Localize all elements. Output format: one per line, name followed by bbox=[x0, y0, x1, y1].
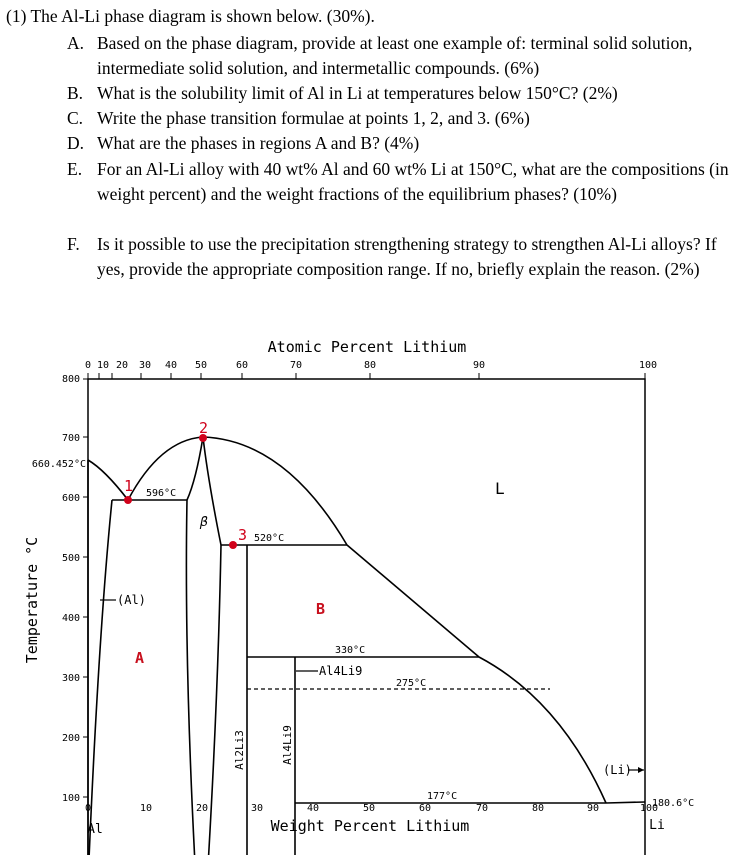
region-b-label: B bbox=[316, 600, 326, 618]
y-tick-label: 600 bbox=[61, 493, 80, 504]
bottom-tick-label: 100 bbox=[639, 803, 659, 814]
region-a-label: A bbox=[135, 649, 145, 667]
item-letter: B. bbox=[67, 83, 84, 103]
item-letter: E. bbox=[67, 159, 83, 179]
top-tick-label: 20 bbox=[115, 360, 129, 371]
y-tick-label: 500 bbox=[61, 553, 80, 564]
top-tick-label: 70 bbox=[289, 360, 303, 371]
liquidus-330-177 bbox=[479, 657, 606, 803]
item-letter: A. bbox=[67, 33, 85, 53]
al2li3-vertical-label: Al2Li3 bbox=[233, 730, 246, 770]
y-tick-label: 100 bbox=[61, 793, 80, 804]
liquidus-520-330 bbox=[347, 545, 479, 657]
point-2-label: 2 bbox=[199, 419, 209, 437]
beta-liquidus-right bbox=[203, 437, 347, 545]
bottom-tick-label: 30 bbox=[250, 803, 264, 814]
top-tick-label: 100 bbox=[638, 360, 658, 371]
top-tick-label: 30 bbox=[138, 360, 152, 371]
beta-right-boundary bbox=[203, 437, 221, 855]
question-title: (1) The Al-Li phase diagram is shown below. (30%). bbox=[6, 6, 375, 26]
al4li9-vertical-label: Al4Li9 bbox=[281, 725, 294, 765]
al-solvus bbox=[88, 500, 112, 855]
top-tick-label: 10 bbox=[96, 360, 110, 371]
top-tick-label: 90 bbox=[472, 360, 486, 371]
bottom-tick-label: 90 bbox=[586, 803, 600, 814]
point-1-marker bbox=[124, 496, 132, 504]
item-text: Is it possible to use the precipitation strengthening strategy to strengthen Al-Li alloys? If yes, provide the appropriate composition range. If no, briefly explain the reason. (2%) bbox=[97, 234, 717, 279]
li-phase-label: (Li) bbox=[603, 763, 632, 777]
diagram-labels bbox=[146, 488, 694, 809]
top-tick-label: 50 bbox=[194, 360, 208, 371]
y-tick-label: 400 bbox=[61, 613, 80, 624]
item-letter: F. bbox=[67, 234, 80, 254]
bottom-tick-label: 10 bbox=[139, 803, 153, 814]
point-1-label: 1 bbox=[124, 477, 134, 495]
bottom-axis-label: Weight Percent Lithium bbox=[270, 817, 470, 835]
beta-left-boundary bbox=[186, 437, 203, 855]
li-melting-label: 180.6°C bbox=[652, 798, 695, 809]
item-text: What is the solubility limit of Al in Li at temperatures below 150°C? (2%) bbox=[97, 83, 618, 103]
bottom-tick-label: 70 bbox=[475, 803, 489, 814]
eutectic-596-label: 596°C bbox=[146, 488, 177, 499]
top-ticks bbox=[85, 360, 657, 379]
plot-frame bbox=[88, 379, 645, 855]
y-tick-label: 700 bbox=[61, 433, 80, 444]
y-axis-label: Temperature °C bbox=[23, 536, 41, 664]
top-tick-label: 0 bbox=[84, 360, 92, 371]
bottom-tick-label: 0 bbox=[84, 803, 92, 814]
bottom-tick-label: 80 bbox=[531, 803, 545, 814]
al-phase-label: (Al) bbox=[117, 593, 146, 607]
beta-label: β bbox=[200, 515, 208, 530]
item-text: Write the phase transition formulae at points 1, 2, and 3. (6%) bbox=[97, 108, 530, 128]
top-tick-label: 40 bbox=[164, 360, 178, 371]
top-tick-label: 60 bbox=[235, 360, 249, 371]
marked-points bbox=[124, 419, 325, 667]
y-tick-label: 200 bbox=[61, 733, 80, 744]
item-letter: C. bbox=[67, 108, 84, 128]
y-tick-label: 300 bbox=[61, 673, 80, 684]
bottom-tick-label: 60 bbox=[418, 803, 432, 814]
liquid-label: L bbox=[495, 479, 505, 498]
al4li9-arrow-label: Al4Li9 bbox=[319, 664, 363, 678]
peritectic-520-label: 520°C bbox=[254, 533, 285, 544]
li-arrowhead bbox=[638, 767, 644, 773]
y-tick-label: 800 bbox=[61, 374, 80, 385]
left-end-label: Al bbox=[87, 822, 103, 837]
peritectic-330-label: 330°C bbox=[335, 645, 366, 656]
phase-boundaries bbox=[88, 437, 645, 855]
top-tick-label: 80 bbox=[363, 360, 377, 371]
item-text: Based on the phase diagram, provide at least one example of: terminal solid solution, intermediate solid solution, and intermetallic compounds. (6%) bbox=[97, 33, 693, 78]
line-275-label: 275°C bbox=[396, 678, 427, 689]
right-end-label: Li bbox=[649, 818, 665, 833]
item-text: What are the phases in regions A and B? (4%) bbox=[97, 133, 420, 153]
point-3-marker bbox=[229, 541, 237, 549]
top-axis-label: Atomic Percent Lithium bbox=[267, 338, 467, 356]
item-text: For an Al-Li alloy with 40 wt% Al and 60 wt% Li at 150°C, what are the compositions (in weight percent) and the weight fractions of the equilibrium phases? (10%) bbox=[97, 159, 729, 204]
melting-point-label: 660.452°C bbox=[31, 459, 86, 470]
point-3-label: 3 bbox=[238, 526, 248, 544]
eutectic-177-label: 177°C bbox=[427, 791, 458, 802]
li-liquidus bbox=[606, 802, 645, 803]
al-liquidus bbox=[88, 460, 128, 500]
bottom-tick-label: 20 bbox=[195, 803, 209, 814]
bottom-tick-label: 50 bbox=[362, 803, 376, 814]
bottom-tick-label: 40 bbox=[306, 803, 320, 814]
item-letter: D. bbox=[67, 133, 85, 153]
